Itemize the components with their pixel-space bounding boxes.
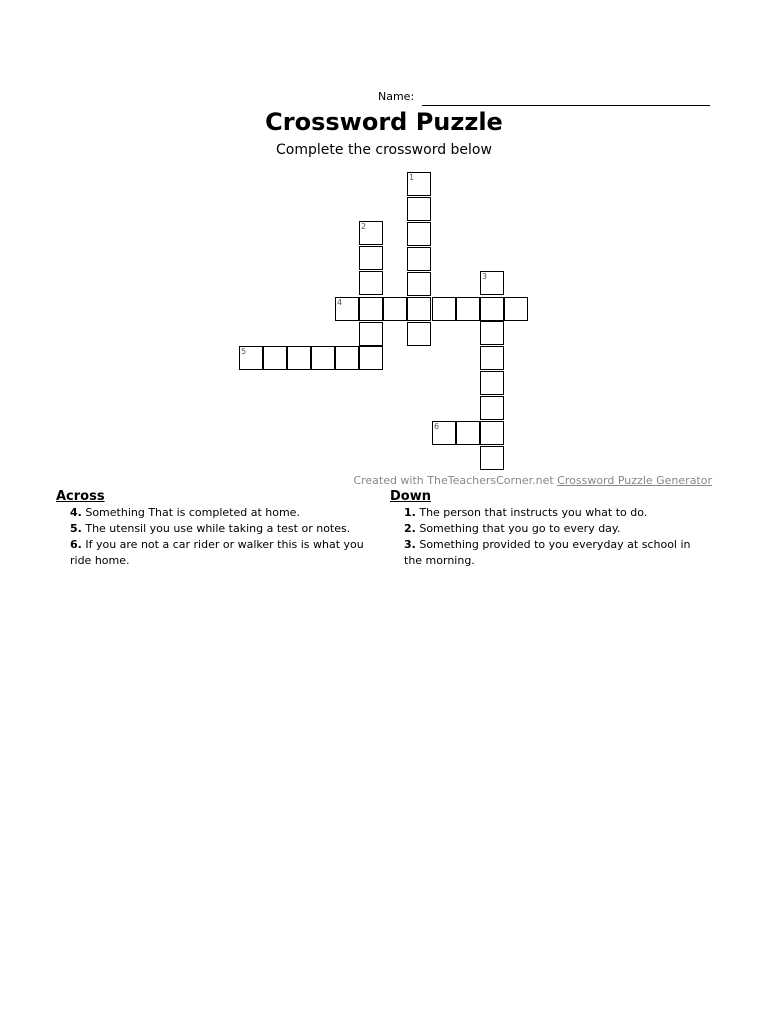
grid-cell[interactable] bbox=[456, 421, 480, 445]
grid-cell[interactable] bbox=[359, 346, 383, 370]
grid-cell[interactable] bbox=[480, 271, 504, 295]
grid-cell[interactable] bbox=[335, 297, 359, 321]
grid-cell[interactable] bbox=[359, 297, 383, 321]
down-clue bbox=[404, 505, 710, 521]
across-clue bbox=[70, 521, 376, 537]
name-row bbox=[378, 88, 718, 108]
clue-num: 5. bbox=[70, 522, 82, 535]
credit-text: Created with TheTeachersCorner.net bbox=[353, 474, 554, 487]
across-clue bbox=[70, 537, 376, 569]
down-clue-list bbox=[390, 505, 710, 569]
down-clue bbox=[404, 537, 710, 569]
grid-cell[interactable] bbox=[480, 346, 504, 370]
clue-number: 5 bbox=[241, 347, 247, 356]
clue-num: 6. bbox=[70, 538, 82, 551]
grid-cell[interactable] bbox=[407, 247, 431, 271]
name-label: Name: bbox=[378, 90, 415, 103]
crossword-grid bbox=[0, 0, 768, 480]
clue-number: 4 bbox=[337, 298, 343, 307]
clue-text: Something provided to you everyday at school in the morning. bbox=[404, 538, 691, 567]
grid-cell[interactable] bbox=[456, 297, 480, 321]
down-clue bbox=[404, 521, 710, 537]
generator-link[interactable]: Crossword Puzzle Generator bbox=[557, 474, 712, 487]
clue-number: 2 bbox=[361, 222, 367, 231]
grid-cell[interactable] bbox=[480, 297, 504, 321]
page-subtitle: Complete the crossword below bbox=[276, 142, 492, 158]
down-heading: Down bbox=[390, 489, 431, 504]
grid-cell[interactable] bbox=[263, 346, 287, 370]
clue-number: 6 bbox=[434, 422, 440, 431]
grid-cell[interactable] bbox=[432, 421, 456, 445]
grid-cell[interactable] bbox=[359, 221, 383, 245]
grid-cell[interactable] bbox=[407, 272, 431, 296]
grid-cell[interactable] bbox=[359, 322, 383, 346]
grid-cell[interactable] bbox=[407, 197, 431, 221]
clue-text: Something that you go to every day. bbox=[419, 522, 621, 535]
grid-cell[interactable] bbox=[480, 321, 504, 345]
grid-cell[interactable] bbox=[480, 396, 504, 420]
name-field-line[interactable] bbox=[422, 105, 710, 106]
across-clue bbox=[70, 505, 376, 521]
clue-num: 3. bbox=[404, 538, 416, 551]
across-heading: Across bbox=[56, 489, 105, 504]
grid-cell[interactable] bbox=[359, 246, 383, 270]
clue-number: 3 bbox=[482, 272, 488, 281]
grid-cell[interactable] bbox=[480, 421, 504, 445]
clue-text: If you are not a car rider or walker this is what you ride home. bbox=[70, 538, 364, 567]
grid-cell[interactable] bbox=[239, 346, 263, 370]
grid-cell[interactable] bbox=[407, 322, 431, 346]
across-clue-list bbox=[56, 505, 376, 569]
clue-num: 2. bbox=[404, 522, 416, 535]
clue-text: The utensil you use while taking a test or notes. bbox=[85, 522, 351, 535]
grid-cell[interactable] bbox=[407, 297, 431, 321]
clue-number: 1 bbox=[409, 173, 415, 182]
clue-text: The person that instructs you what to do. bbox=[419, 506, 648, 519]
grid-cell[interactable] bbox=[432, 297, 456, 321]
grid-cell[interactable] bbox=[359, 271, 383, 295]
across-clues bbox=[56, 489, 376, 569]
grid-cell[interactable] bbox=[480, 446, 504, 470]
grid-cell[interactable] bbox=[504, 297, 528, 321]
down-clues bbox=[390, 489, 710, 569]
grid-cell[interactable] bbox=[480, 371, 504, 395]
grid-cell[interactable] bbox=[335, 346, 359, 370]
clue-num: 4. bbox=[70, 506, 82, 519]
grid-cell[interactable] bbox=[383, 297, 407, 321]
clue-num: 1. bbox=[404, 506, 416, 519]
credit-line bbox=[353, 474, 712, 487]
clue-text: Something That is completed at home. bbox=[85, 506, 300, 519]
page-title: Crossword Puzzle bbox=[265, 108, 503, 136]
grid-cell[interactable] bbox=[287, 346, 311, 370]
grid-cell[interactable] bbox=[407, 222, 431, 246]
grid-cell[interactable] bbox=[407, 172, 431, 196]
grid-cell[interactable] bbox=[311, 346, 335, 370]
